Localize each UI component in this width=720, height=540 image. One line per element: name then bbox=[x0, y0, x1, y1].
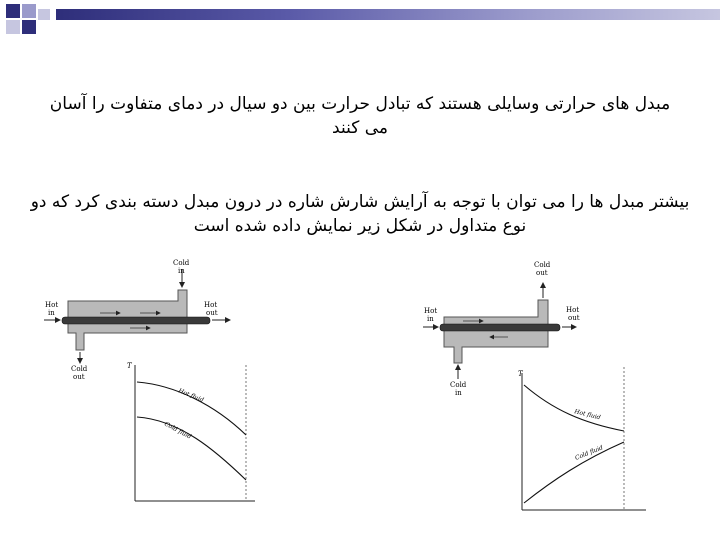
hot-in-label: Hot bbox=[45, 301, 59, 309]
hot-fluid-label: Hot fluid bbox=[177, 387, 205, 404]
hot-in-label: in bbox=[427, 315, 434, 323]
hot-fluid-curve bbox=[137, 382, 246, 435]
cold-fluid-label: Cold fluid bbox=[574, 444, 605, 462]
shell-body bbox=[444, 300, 548, 363]
cold-out-label: out bbox=[536, 269, 548, 277]
cold-fluid-curve bbox=[524, 442, 624, 503]
inner-tube bbox=[440, 324, 560, 331]
hot-fluid-label: Hot fluid bbox=[573, 408, 602, 422]
cold-out-label: Cold bbox=[534, 261, 551, 269]
hot-fluid-curve bbox=[524, 385, 624, 431]
axis-t-label: T bbox=[518, 370, 523, 378]
counter-flow-figure bbox=[418, 255, 648, 515]
cold-in-label: Cold bbox=[450, 381, 467, 389]
cold-fluid-label: Cold fluid bbox=[163, 420, 193, 441]
hot-out-label: out bbox=[206, 309, 218, 317]
decoration-square bbox=[6, 4, 20, 18]
cold-in-label: in bbox=[455, 389, 462, 397]
cold-fluid-curve bbox=[137, 417, 246, 480]
hot-out-label: Hot bbox=[204, 301, 218, 309]
decoration-square bbox=[38, 9, 50, 20]
cold-out-label: Cold bbox=[71, 365, 88, 373]
hot-out-label: Hot bbox=[566, 306, 580, 314]
decoration-stripe bbox=[56, 9, 720, 20]
axis-t-label: T bbox=[127, 362, 132, 370]
parallel-flow-figure bbox=[40, 255, 270, 515]
cold-out-label: out bbox=[73, 373, 85, 381]
hot-in-label: Hot bbox=[424, 307, 438, 315]
cold-in-label: in bbox=[178, 267, 185, 275]
paragraph-classification: بیشتر مبدل ها را می توان با توجه به آرایش شارش شاره در درون مبدل دسته بندی کرد که دو نوع متداول در شکل زیر نمایش داده شده است bbox=[30, 192, 690, 236]
decoration-square bbox=[22, 4, 36, 18]
decoration-square bbox=[22, 20, 36, 34]
hot-in-label: in bbox=[48, 309, 55, 317]
inner-tube bbox=[62, 317, 210, 324]
decoration-square bbox=[6, 20, 20, 34]
hot-out-label: out bbox=[568, 314, 580, 322]
title-decoration-bar bbox=[0, 0, 720, 40]
paragraph-definition: مبدل های حرارتی وسایلی هستند که تبادل حرارت بین دو سیال در دمای متفاوت را آسان می کنند bbox=[49, 94, 671, 138]
cold-in-label: Cold bbox=[173, 259, 190, 267]
